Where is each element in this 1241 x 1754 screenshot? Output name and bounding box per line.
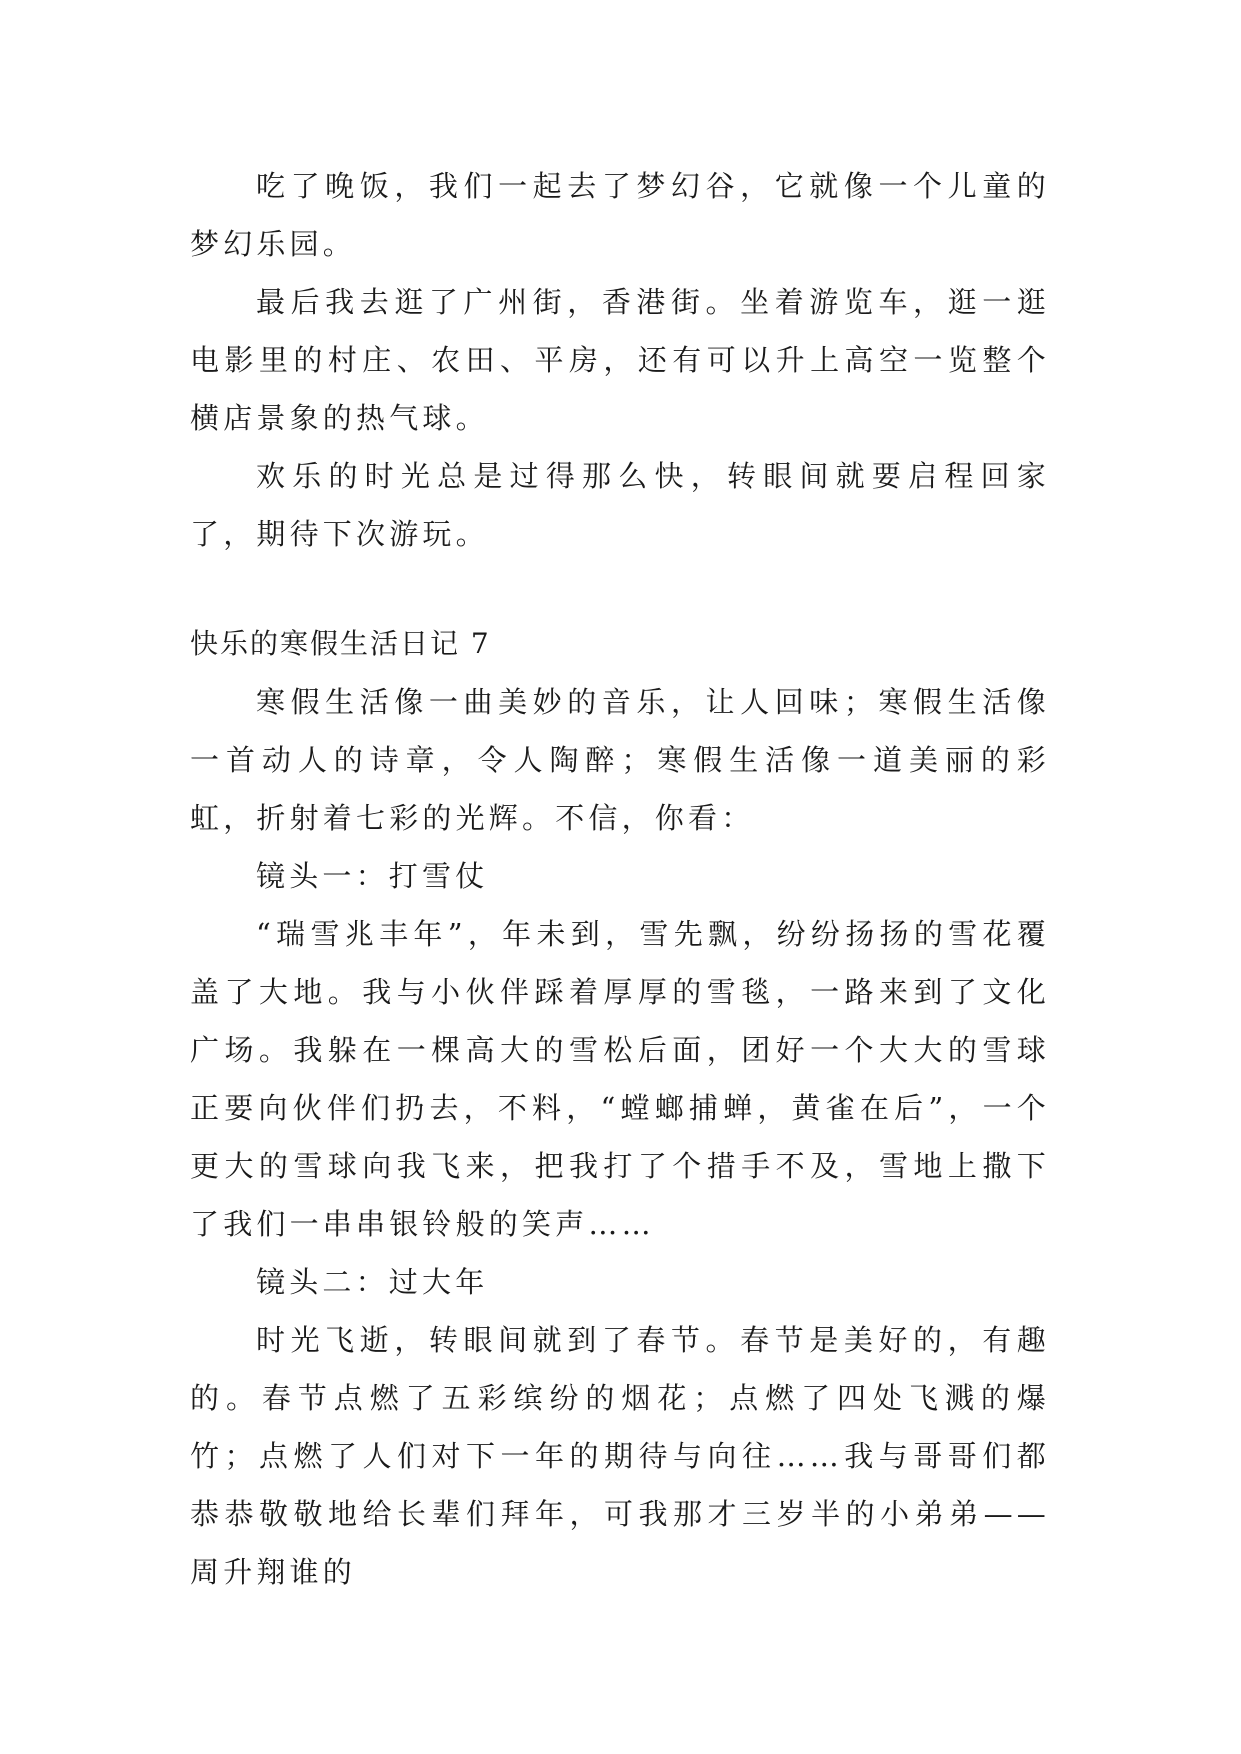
paragraph-guangzhou-street: 最后我去逛了广州街，香港街。坐着游览车，逛一逛电影里的村庄、农田、平房，还有可以升上高空一览整个横店景象的热气球。	[190, 285, 1050, 435]
paragraph-spring-festival: 时光飞逝，转眼间就到了春节。春节是美好的，有趣的。春节点燃了五彩缤纷的烟花；点燃了四处飞溅的爆竹；点燃了人们对下一年的期待与向往……我与哥哥们都恭恭敬敬地给长辈们拜年，可我那才三岁半的小弟弟——周升翔谁的	[190, 1323, 1050, 1589]
paragraph-snowball-fight: “瑞雪兆丰年”，年未到，雪先飘，纷纷扬扬的雪花覆盖了大地。我与小伙伴踩着厚厚的雪毯，一路来到了文化广场。我躲在一棵高大的雪松后面，团好一个大大的雪球正要向伙伴们扔去，不料，“螳螂捕蝉，黄雀在后”，一个更大的雪球向我飞来，把我打了个措手不及，雪地上撒下了我们一串串银铃般的笑声……	[190, 917, 1050, 1241]
scene-one-heading: 镜头一：打雪仗	[256, 859, 489, 893]
document-body	[190, 157, 1050, 1601]
paragraph-dream-valley: 吃了晚饭，我们一起去了梦幻谷，它就像一个儿童的梦幻乐园。	[190, 169, 1050, 261]
section-title: 快乐的寒假生活日记 7	[190, 627, 491, 660]
scene-two-heading: 镜头二：过大年	[256, 1265, 489, 1299]
paragraph-intro: 寒假生活像一曲美妙的音乐，让人回味；寒假生活像一首动人的诗章，令人陶醉；寒假生活像一道美丽的彩虹，折射着七彩的光辉。不信，你看：	[190, 685, 1050, 835]
paragraph-going-home: 欢乐的时光总是过得那么快，转眼间就要启程回家了，期待下次游玩。	[190, 459, 1050, 551]
